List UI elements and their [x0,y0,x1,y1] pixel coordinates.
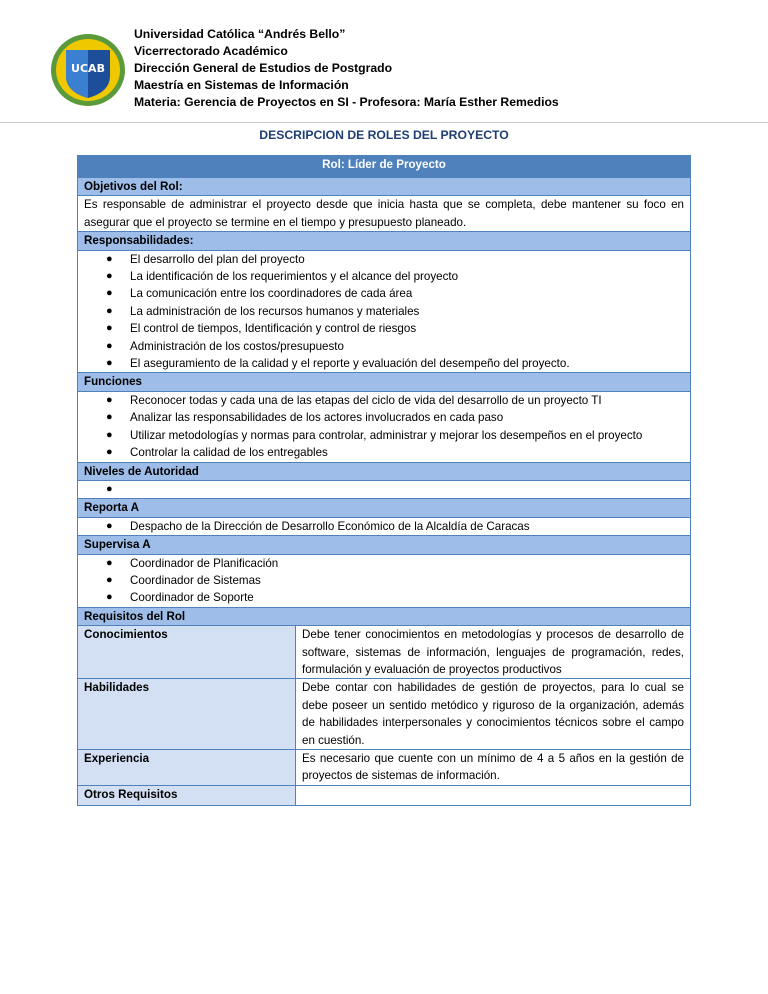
requisitos-label: Requisitos del Rol [78,607,691,625]
funciones-label: Funciones [78,373,691,391]
list-item: ● El aseguramiento de la calidad y el reporte y evaluación del desempeño del proyecto. [84,355,684,372]
university-logo [50,32,126,108]
list-item: ● Despacho de la Dirección de Desarrollo Económico de la Alcaldía de Caracas [84,518,684,535]
bullet-icon: ● [106,519,113,532]
list-item: ● La identificación de los requerimientos y el alcance del proyecto [84,268,684,285]
bullet-icon: ● [106,304,113,317]
table-row [78,750,691,786]
list-item: ● Administración de los costos/presupuesto [84,338,684,355]
reporta-cell [78,517,691,535]
bullet-icon: ● [106,393,113,406]
niveles-label: Niveles de Autoridad [78,462,691,480]
bullet-icon: ● [106,270,113,283]
bullet-icon: ● [106,446,113,459]
bullet-icon: ● [106,357,113,370]
requisito-text: Debe tener conocimientos en metodologías y procesos de desarrollo de software, sistemas de información, lenguajes de programación, redes, formulación y evaluación de proyectos productivos [296,626,691,679]
niveles-list [84,481,684,498]
roles-table [77,155,691,806]
bullet-icon: ● [106,591,113,604]
header-direccion: Dirección General de Estudios de Postgrado [134,61,393,75]
list-item [84,481,684,498]
role-title: Rol: Líder de Proyecto [78,156,691,178]
bullet-icon: ● [106,482,113,495]
header-materia: Materia: Gerencia de Proyectos en SI - Profesora: María Esther Remedios [134,95,559,109]
list-item: ● La comunicación entre los coordinadores de cada área [84,285,684,302]
reporta-list [84,518,684,535]
niveles-cell [78,480,691,498]
header-lines [134,26,559,111]
supervisa-list [84,555,684,607]
table-row [78,626,691,679]
responsabilidades-list [84,251,684,373]
bullet-icon: ● [106,252,113,265]
requisito-text: Debe contar con habilidades de gestión de proyectos, para lo cual se debe poseer un sentido metódico y riguroso de la organización, además de habilidades interpersonales y conocimientos técnicos sobre el campo en cuestión. [296,679,691,750]
list-item: ● El control de tiempos, Identificación y control de riesgos [84,320,684,337]
list-item: ● Reconocer todas y cada una de las etapas del ciclo de vida del desarrollo de un proyecto TI [84,392,684,409]
list-item: ● Coordinador de Soporte [84,589,684,606]
requisito-text: Es necesario que cuente con un mínimo de 4 a 5 años en la gestión de proyectos de sistemas de información. [296,750,691,786]
list-item: ● Utilizar metodologías y normas para controlar, administrar y mejorar los desempeños en el proyecto [84,427,684,444]
requisito-label: Otros Requisitos [78,785,296,805]
responsabilidades-cell [78,250,691,373]
funciones-list [84,392,684,462]
requisito-label: Habilidades [78,679,296,750]
supervisa-cell [78,554,691,607]
bullet-icon: ● [106,287,113,300]
bullet-icon: ● [106,322,113,335]
requisito-label: Conocimientos [78,626,296,679]
document-header [50,22,710,112]
header-university: Universidad Católica “Andrés Bello” [134,27,346,41]
objetivos-text: Es responsable de administrar el proyecto desde que inicia hasta que se completa, debe mantener su foco en asegurar que el proyecto se termine en el tiempo y presupuesto planeado. [78,196,691,232]
bullet-icon: ● [106,411,113,424]
list-item: ● La administración de los recursos humanos y materiales [84,303,684,320]
bullet-icon: ● [106,556,113,569]
document-title: DESCRIPCION DE ROLES DEL PROYECTO [259,128,509,142]
responsabilidades-label: Responsabilidades: [78,232,691,250]
svg-text:UCAB: UCAB [71,62,105,75]
list-item: ● Controlar la calidad de los entregables [84,444,684,461]
objetivos-label: Objetivos del Rol: [78,178,691,196]
list-item: ● Analizar las responsabilidades de los actores involucrados en cada paso [84,409,684,426]
bullet-icon: ● [106,428,113,441]
list-item: ● Coordinador de Sistemas [84,572,684,589]
table-row [78,679,691,750]
role-header-row [78,156,691,178]
header-maestria: Maestría en Sistemas de Información [134,78,349,92]
requisito-label: Experiencia [78,750,296,786]
header-divider [0,122,768,123]
requisito-text [296,785,691,805]
bullet-icon: ● [106,573,113,586]
list-item: ● El desarrollo del plan del proyecto [84,251,684,268]
reporta-label: Reporta A [78,499,691,517]
header-vicerrectorado: Vicerrectorado Académico [134,44,288,58]
bullet-icon: ● [106,339,113,352]
supervisa-label: Supervisa A [78,536,691,554]
list-item: ● Coordinador de Planificación [84,555,684,572]
funciones-cell [78,391,691,462]
table-row [78,785,691,805]
